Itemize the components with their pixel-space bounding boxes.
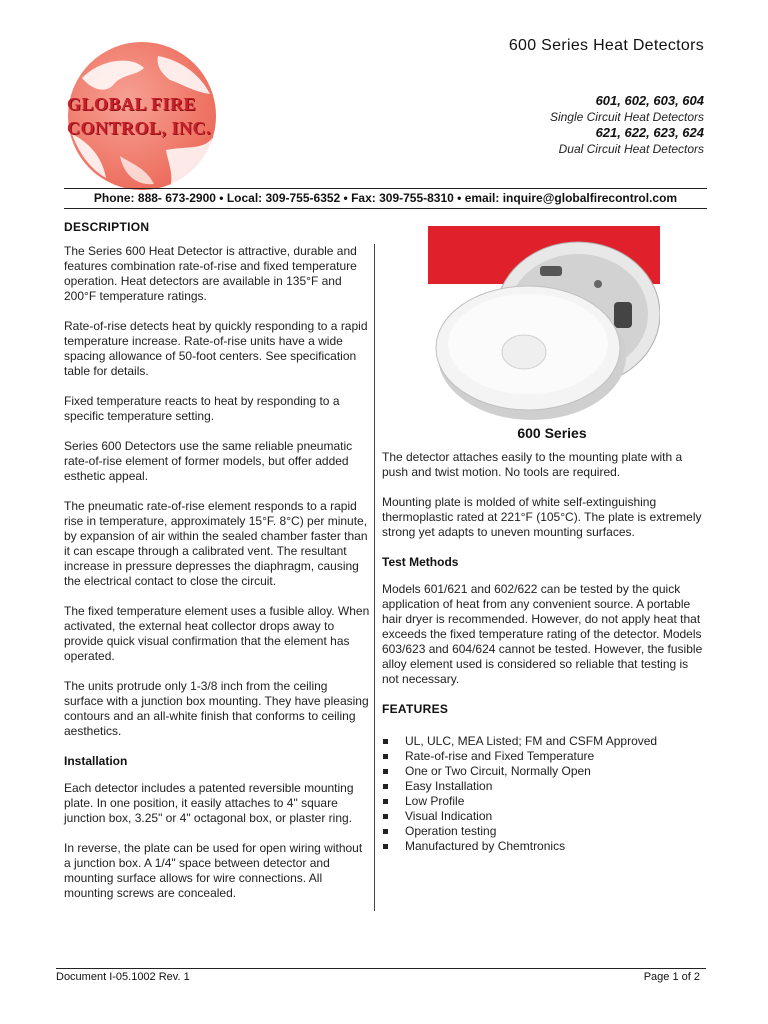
bullet-icon — [383, 814, 388, 819]
description-heading: DESCRIPTION — [64, 220, 150, 234]
single-circuit-models: 601, 602, 603, 604 — [595, 93, 704, 108]
test-methods-paragraph: Models 601/621 and 602/622 can be tested by the quick application of heat from any convenient source. A portable hair dryer is recommended. However, do not apply heat that exceeds the fixed temperature rating of the detector. Models 603/623 and 604/624 cannot be tested. However, the fusible alloy element used is considered so reliable that testing is not necessary. — [382, 582, 703, 686]
product-photo — [428, 224, 660, 420]
right-paragraph: Mounting plate is molded of white self-extinguishing thermoplastic rated at 221°F (105°C). The plate is extremely strong yet adapts to uneven mounting surfaces. — [382, 495, 702, 539]
page-title: 600 Series Heat Detectors — [508, 37, 704, 54]
feature-item: Operation testing — [382, 824, 708, 839]
features-heading: FEATURES — [382, 702, 449, 716]
feature-item: Visual Indication — [382, 809, 708, 824]
description-paragraph: The pneumatic rate-of-rise element responds to a rapid rise in temperature, approximately 15°F. 8°C) per minute, by expansion of air within the sealed chamber faster than it can escape through a calibrated vent. The resultant increase in pressure depresses the diaphragm, causing the electrical contact to close the circuit. — [64, 499, 368, 588]
contact-top-rule — [64, 188, 707, 189]
bullet-icon — [383, 829, 388, 834]
dual-circuit-models: 621, 622, 623, 624 — [595, 125, 704, 140]
bullet-icon — [383, 799, 388, 804]
single-circuit-description: Single Circuit Heat Detectors — [549, 110, 704, 124]
bullet-icon — [383, 739, 388, 744]
footer-rule — [56, 968, 706, 969]
photo-caption: 600 Series — [517, 425, 587, 441]
installation-paragraph: Each detector includes a patented reversible mounting plate. In one position, it easily attaches to 4" square junction box, 3.25" or 4" octagonal box, or plaster ring. — [64, 781, 354, 825]
description-paragraph: The fixed temperature element uses a fusible alloy. When activated, the external heat collector drops away to provide quick visual confirmation that the element has operated. — [64, 604, 370, 663]
contact-info: Phone: 888- 673-2900 • Local: 309-755-6352 • Fax: 309-755-8310 • email: inquire@globalfirecontrol.com — [93, 191, 678, 205]
bullet-icon — [383, 769, 388, 774]
description-paragraph: Fixed temperature reacts to heat by responding to a specific temperature setting. — [64, 394, 340, 423]
column-divider — [374, 244, 375, 911]
logo-line-2: CONTROL, INC. — [67, 118, 212, 138]
installation-heading: Installation — [64, 754, 128, 768]
feature-item: Rate-of-rise and Fixed Temperature — [382, 749, 708, 764]
document-id: Document I-05.1002 Rev. 1 — [56, 971, 190, 983]
feature-item: Easy Installation — [382, 779, 708, 794]
heat-detector-image — [428, 224, 660, 420]
description-paragraph: The Series 600 Heat Detector is attractive, durable and features combination rate-of-rise and fixed temperature operation. Heat detectors are available in 135°F and 200°F temperature ratings. — [64, 244, 357, 303]
feature-item: One or Two Circuit, Normally Open — [382, 764, 708, 779]
installation-paragraph: In reverse, the plate can be used for open wiring without a junction box. A 1/4" space between detector and mounting surface allows for wire connections. All mounting screws are concealed. — [64, 841, 363, 900]
bullet-icon — [383, 784, 388, 789]
description-paragraph: Series 600 Detectors use the same reliable pneumatic rate-of-rise element of former models, but offer added esthetic appeal. — [64, 439, 353, 483]
feature-item: Manufactured by Chemtronics — [382, 839, 708, 854]
feature-item: UL, ULC, MEA Listed; FM and CSFM Approved — [382, 734, 708, 749]
right-column — [382, 450, 708, 854]
description-paragraph: The units protrude only 1-3/8 inch from the ceiling surface with a junction box mounting. They have pleasing contours and an all-white finish that conforms to ceiling aesthetics. — [64, 679, 369, 738]
contact-bottom-rule — [64, 208, 707, 209]
dual-circuit-description: Dual Circuit Heat Detectors — [558, 142, 704, 156]
bullet-icon — [383, 844, 388, 849]
feature-item: Low Profile — [382, 794, 708, 809]
description-paragraph: Rate-of-rise detects heat by quickly responding to a rapid temperature increase. Rate-of-rise units have a wide spacing allowance of 50-foot centers. See specification table for details. — [64, 319, 368, 378]
test-methods-heading: Test Methods — [382, 555, 459, 569]
bullet-icon — [383, 754, 388, 759]
features-list — [382, 734, 708, 854]
page-number: Page 1 of 2 — [643, 971, 700, 983]
left-column — [64, 220, 370, 916]
company-logo — [62, 38, 222, 198]
logo-line-1: GLOBAL FIRE — [67, 94, 197, 114]
right-paragraph: The detector attaches easily to the mounting plate with a push and twist motion. No tools are required. — [382, 450, 683, 479]
